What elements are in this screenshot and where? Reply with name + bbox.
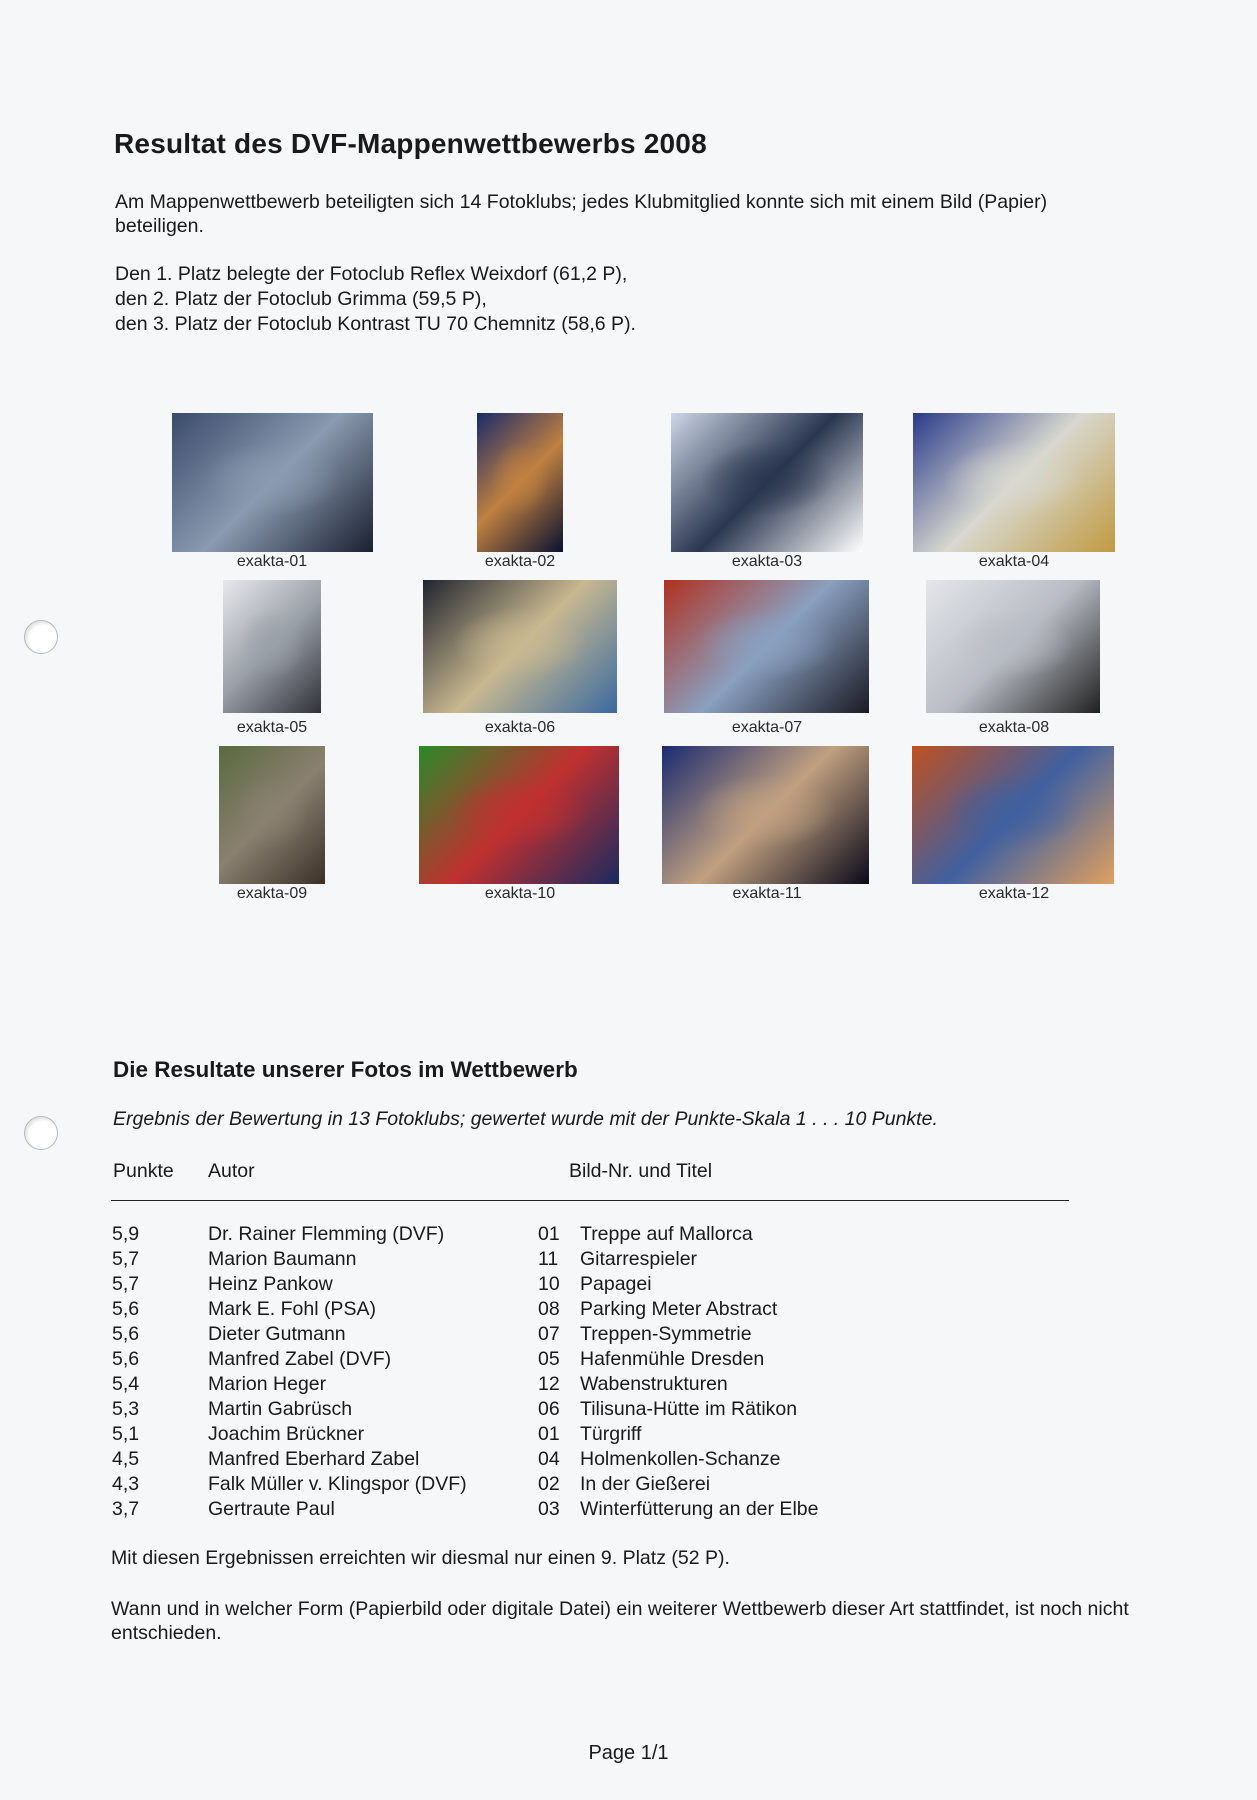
points-cell: 3,7 bbox=[112, 1498, 140, 1520]
punch-hole-bottom bbox=[24, 1116, 58, 1150]
image-number-cell: 01 bbox=[538, 1423, 560, 1445]
author-cell: Dieter Gutmann bbox=[208, 1323, 346, 1345]
image-number-cell: 12 bbox=[538, 1373, 560, 1395]
foundry-photo bbox=[477, 413, 563, 552]
placements bbox=[115, 262, 636, 337]
thumbnail-caption: exakta-07 bbox=[731, 719, 803, 736]
points-cell: 4,5 bbox=[112, 1448, 140, 1470]
table-row bbox=[0, 1297, 1257, 1322]
clouds-mill-photo bbox=[223, 580, 321, 713]
intro-paragraph: Am Mappenwettbewerb beteiligten sich 14 Fotoklubs; jedes Klubmitglied konnte sich mit einem Bild (Papier) beteiligen. bbox=[115, 191, 1048, 237]
author-cell: Manfred Zabel (DVF) bbox=[208, 1348, 392, 1370]
rating-note: Ergebnis der Bewertung in 13 Fotoklubs; gewertet wurde mit der Punkte-Skala 1 . . . 10 Punkte. bbox=[113, 1108, 938, 1130]
symmetric-stairs-photo bbox=[664, 580, 869, 713]
image-number-cell: 07 bbox=[538, 1323, 560, 1345]
points-cell: 5,7 bbox=[112, 1273, 140, 1295]
thumbnail-caption: exakta-02 bbox=[484, 553, 556, 570]
summary-text: Mit diesen Ergebnissen erreichten wir diesmal nur einen 9. Platz (52 P). bbox=[111, 1547, 730, 1569]
parking-meter-photo bbox=[926, 580, 1100, 713]
author-cell: Marion Baumann bbox=[208, 1248, 357, 1270]
image-title-cell: In der Gießerei bbox=[580, 1473, 711, 1495]
image-title-cell: Winterfütterung an der Elbe bbox=[580, 1498, 819, 1520]
author-cell: Joachim Brückner bbox=[208, 1423, 365, 1445]
points-cell: 5,4 bbox=[112, 1373, 140, 1395]
thumbnail-caption: exakta-10 bbox=[484, 885, 556, 902]
author-cell: Marion Heger bbox=[208, 1373, 327, 1395]
placement-3: den 3. Platz der Fotoclub Kontrast TU 70 Chemnitz (58,6 P). bbox=[115, 313, 636, 335]
parrot-photo bbox=[419, 746, 619, 884]
table-row bbox=[0, 1397, 1257, 1422]
image-title-cell: Treppen-Symmetrie bbox=[580, 1323, 752, 1345]
author-cell: Manfred Eberhard Zabel bbox=[208, 1448, 420, 1470]
image-title-cell: Parking Meter Abstract bbox=[580, 1298, 778, 1320]
thumbnail-caption: exakta-09 bbox=[236, 885, 308, 902]
points-cell: 5,7 bbox=[112, 1248, 140, 1270]
page-number: Page 1/1 bbox=[588, 1742, 669, 1764]
author-cell: Mark E. Fohl (PSA) bbox=[208, 1298, 376, 1320]
table-row bbox=[0, 1447, 1257, 1472]
image-number-cell: 10 bbox=[538, 1273, 560, 1295]
thumbnail-caption: exakta-12 bbox=[978, 885, 1050, 902]
placement-1: Den 1. Platz belegte der Fotoclub Reflex Weixdorf (61,2 P), bbox=[115, 263, 628, 285]
image-number-cell: 04 bbox=[538, 1448, 560, 1470]
image-number-cell: 05 bbox=[538, 1348, 560, 1370]
image-number-cell: 08 bbox=[538, 1298, 560, 1320]
thumbnail-caption: exakta-11 bbox=[732, 885, 802, 902]
author-cell: Falk Müller v. Klingspor (DVF) bbox=[208, 1473, 467, 1495]
table-row bbox=[0, 1372, 1257, 1397]
ski-jump-photo bbox=[913, 413, 1115, 552]
outlook-text: Wann und in welcher Form (Papierbild oder digitale Datei) ein weiterer Wettbewerb dieser Art stattfindet, ist noch nicht entschieden. bbox=[111, 1598, 1129, 1644]
points-cell: 5,6 bbox=[112, 1323, 140, 1345]
image-number-cell: 03 bbox=[538, 1498, 560, 1520]
image-number-cell: 02 bbox=[538, 1473, 560, 1495]
points-cell: 4,3 bbox=[112, 1473, 140, 1495]
image-number-cell: 06 bbox=[538, 1398, 560, 1420]
table-row bbox=[0, 1347, 1257, 1372]
image-title-cell: Holmenkollen-Schanze bbox=[580, 1448, 781, 1470]
swans-river-photo bbox=[671, 413, 863, 552]
image-title-cell: Papagei bbox=[580, 1273, 652, 1295]
table-row bbox=[0, 1472, 1257, 1497]
mountain-hut-photo bbox=[423, 580, 617, 713]
table-row bbox=[0, 1422, 1257, 1447]
image-number-cell: 11 bbox=[538, 1248, 559, 1270]
thumbnail-caption: exakta-03 bbox=[731, 553, 803, 570]
column-header-author: Autor bbox=[208, 1160, 255, 1182]
thumbnail-caption: exakta-06 bbox=[484, 719, 556, 736]
thumbnail-caption: exakta-01 bbox=[236, 553, 308, 570]
placement-2: den 2. Platz der Fotoclub Grimma (59,5 P), bbox=[115, 288, 487, 310]
thumbnail-caption: exakta-08 bbox=[978, 719, 1050, 736]
punch-hole-top bbox=[24, 620, 58, 654]
document-title: Resultat des DVF-Mappenwettbewerbs 2008 bbox=[114, 128, 707, 159]
mallorca-steps-photo bbox=[219, 746, 325, 884]
thumbnail-caption: exakta-05 bbox=[236, 719, 308, 736]
table-row bbox=[0, 1497, 1257, 1522]
table-row bbox=[0, 1247, 1257, 1272]
image-title-cell: Treppe auf Mallorca bbox=[580, 1223, 753, 1245]
table-row bbox=[0, 1272, 1257, 1297]
column-header-points: Punkte bbox=[113, 1160, 174, 1182]
image-title-cell: Wabenstrukturen bbox=[580, 1373, 728, 1395]
author-cell: Heinz Pankow bbox=[208, 1273, 333, 1295]
image-number-cell: 01 bbox=[538, 1223, 560, 1245]
guitar-player-photo bbox=[662, 746, 869, 884]
table-row bbox=[0, 1322, 1257, 1347]
points-cell: 5,6 bbox=[112, 1298, 140, 1320]
image-title-cell: Tilisuna-Hütte im Rätikon bbox=[580, 1398, 798, 1420]
author-cell: Martin Gabrüsch bbox=[208, 1398, 353, 1420]
points-cell: 5,1 bbox=[112, 1423, 140, 1445]
points-cell: 5,3 bbox=[112, 1398, 140, 1420]
table-row bbox=[0, 1222, 1257, 1247]
thumbnail-caption: exakta-04 bbox=[978, 553, 1050, 570]
results-heading: Die Resultate unserer Fotos im Wettbewerb bbox=[113, 1057, 578, 1082]
image-title-cell: Gitarrespieler bbox=[580, 1248, 698, 1270]
railing-staircase-photo bbox=[172, 413, 373, 552]
header-rule bbox=[111, 1200, 1069, 1201]
column-header-title: Bild-Nr. und Titel bbox=[569, 1160, 713, 1182]
author-cell: Dr. Rainer Flemming (DVF) bbox=[208, 1223, 445, 1245]
points-cell: 5,6 bbox=[112, 1348, 140, 1370]
honeycomb-photo bbox=[912, 746, 1114, 884]
image-title-cell: Türgriff bbox=[580, 1423, 642, 1445]
image-title-cell: Hafenmühle Dresden bbox=[580, 1348, 765, 1370]
points-cell: 5,9 bbox=[112, 1223, 140, 1245]
author-cell: Gertraute Paul bbox=[208, 1498, 335, 1520]
